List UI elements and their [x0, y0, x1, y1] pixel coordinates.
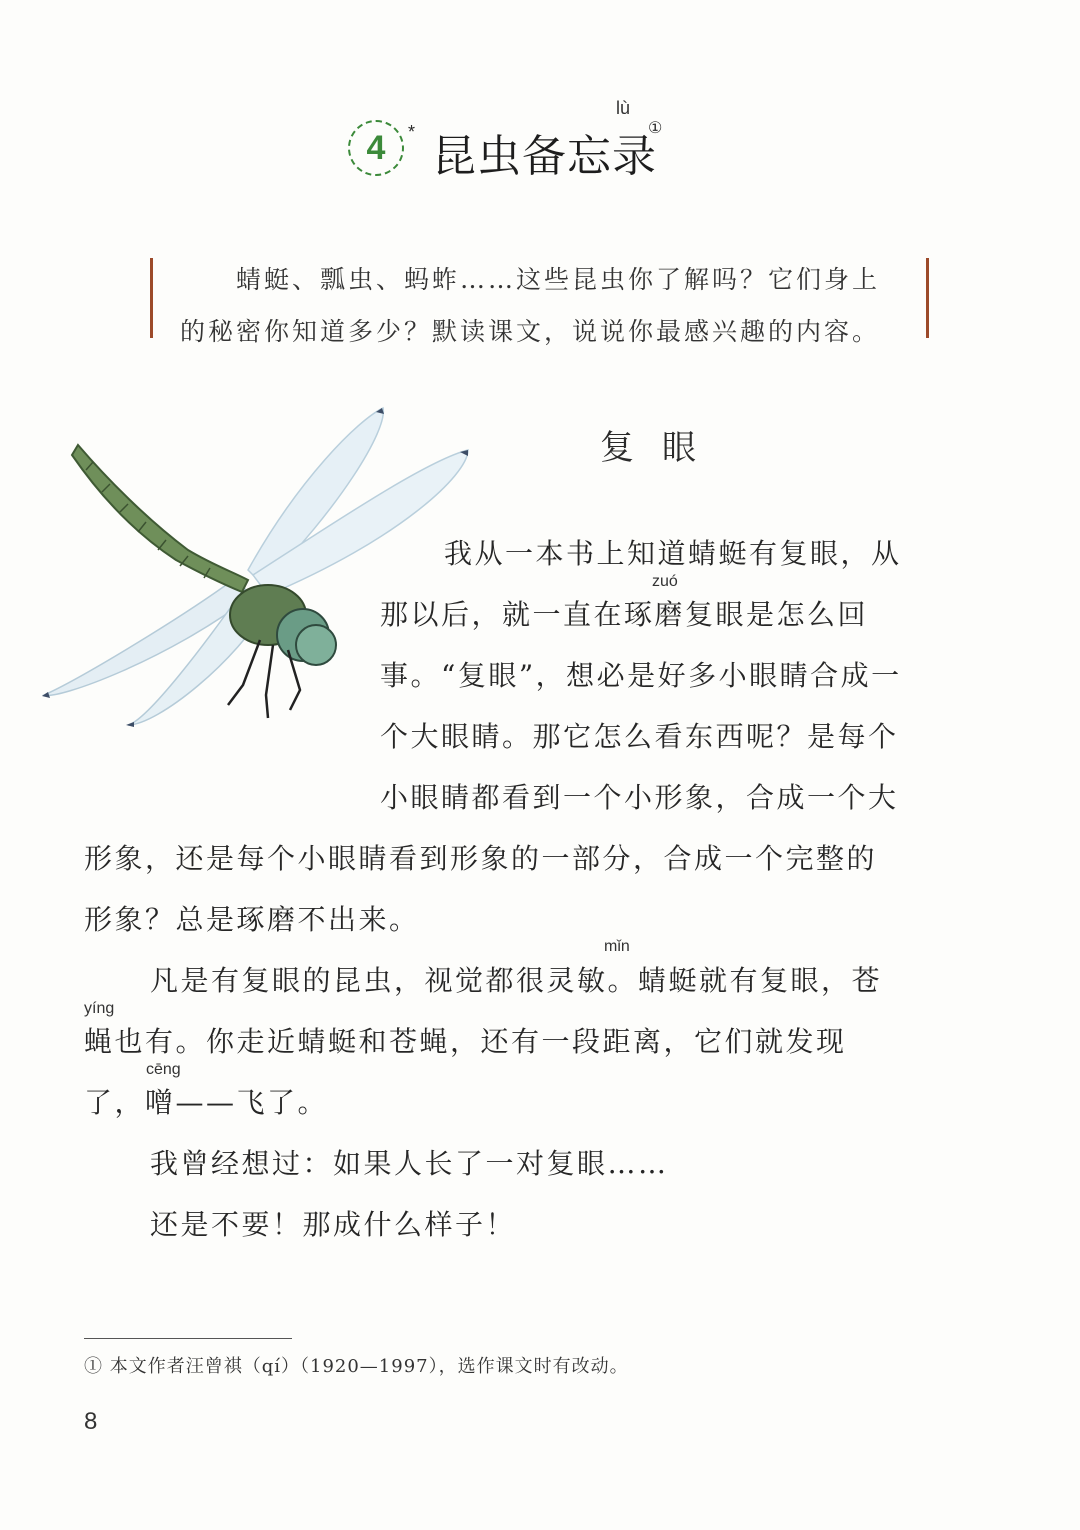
paragraph-line: 我曾经想过：如果人长了一对复眼……: [150, 1147, 669, 1180]
paragraph-line: 那以后，就一直在琢磨复眼是怎么回: [380, 598, 869, 631]
paragraph-line: 形象？总是琢磨不出来。: [84, 903, 420, 936]
footnote-divider: [84, 1338, 292, 1339]
intro-right-bar: [926, 258, 929, 338]
paragraph-line: 了，噌——飞了。: [84, 1086, 329, 1119]
footnote: ① 本文作者汪曾祺（qí）（1920—1997），选作课文时有改动。: [84, 1356, 629, 1377]
title-footnote-mark: ①: [648, 120, 663, 137]
paragraph-line: 形象，还是每个小眼睛看到形象的一部分，合成一个完整的: [84, 842, 878, 875]
intro-left-bar: [150, 258, 153, 338]
lesson-number: 4: [366, 128, 386, 167]
pinyin-zuo: zuó: [652, 573, 678, 590]
paragraph-line: 个大眼睛。那它怎么看东西呢？是每个: [380, 720, 899, 753]
section-title: 复眼: [600, 428, 724, 468]
paragraph-line: 还是不要！那成什么样子！: [150, 1208, 517, 1241]
title-pinyin: lù: [616, 98, 631, 118]
paragraph-line: 蝇也有。你走近蜻蜓和苍蝇，还有一段距离，它们就发现: [84, 1025, 847, 1058]
pinyin-ying: yíng: [84, 1000, 115, 1017]
intro-line-2: 的秘密你知道多少？默读课文，说说你最感兴趣的内容。: [180, 317, 881, 346]
lesson-number-badge: [348, 120, 404, 176]
lesson-title: 昆虫备忘录: [432, 131, 657, 182]
pinyin-ceng: cēng: [146, 1061, 181, 1078]
optional-lesson-star: *: [408, 122, 416, 142]
intro-line-1: 蜻蜓、瓢虫、蚂蚱……这些昆虫你了解吗？它们身上: [236, 265, 881, 294]
paragraph-line: 我从一本书上知道蜻蜓有复眼，从: [444, 537, 902, 570]
pinyin-min: mǐn: [604, 938, 630, 955]
paragraph-line: 事。“复眼”，想必是好多小眼睛合成一: [380, 659, 902, 692]
intro-prompt: [180, 254, 910, 358]
paragraph-line: 凡是有复眼的昆虫，视觉都很灵敏。蜻蜓就有复眼，苍: [150, 964, 883, 997]
page-number: 8: [84, 1408, 98, 1435]
paragraph-line: 小眼睛都看到一个小形象，合成一个大: [380, 781, 899, 814]
